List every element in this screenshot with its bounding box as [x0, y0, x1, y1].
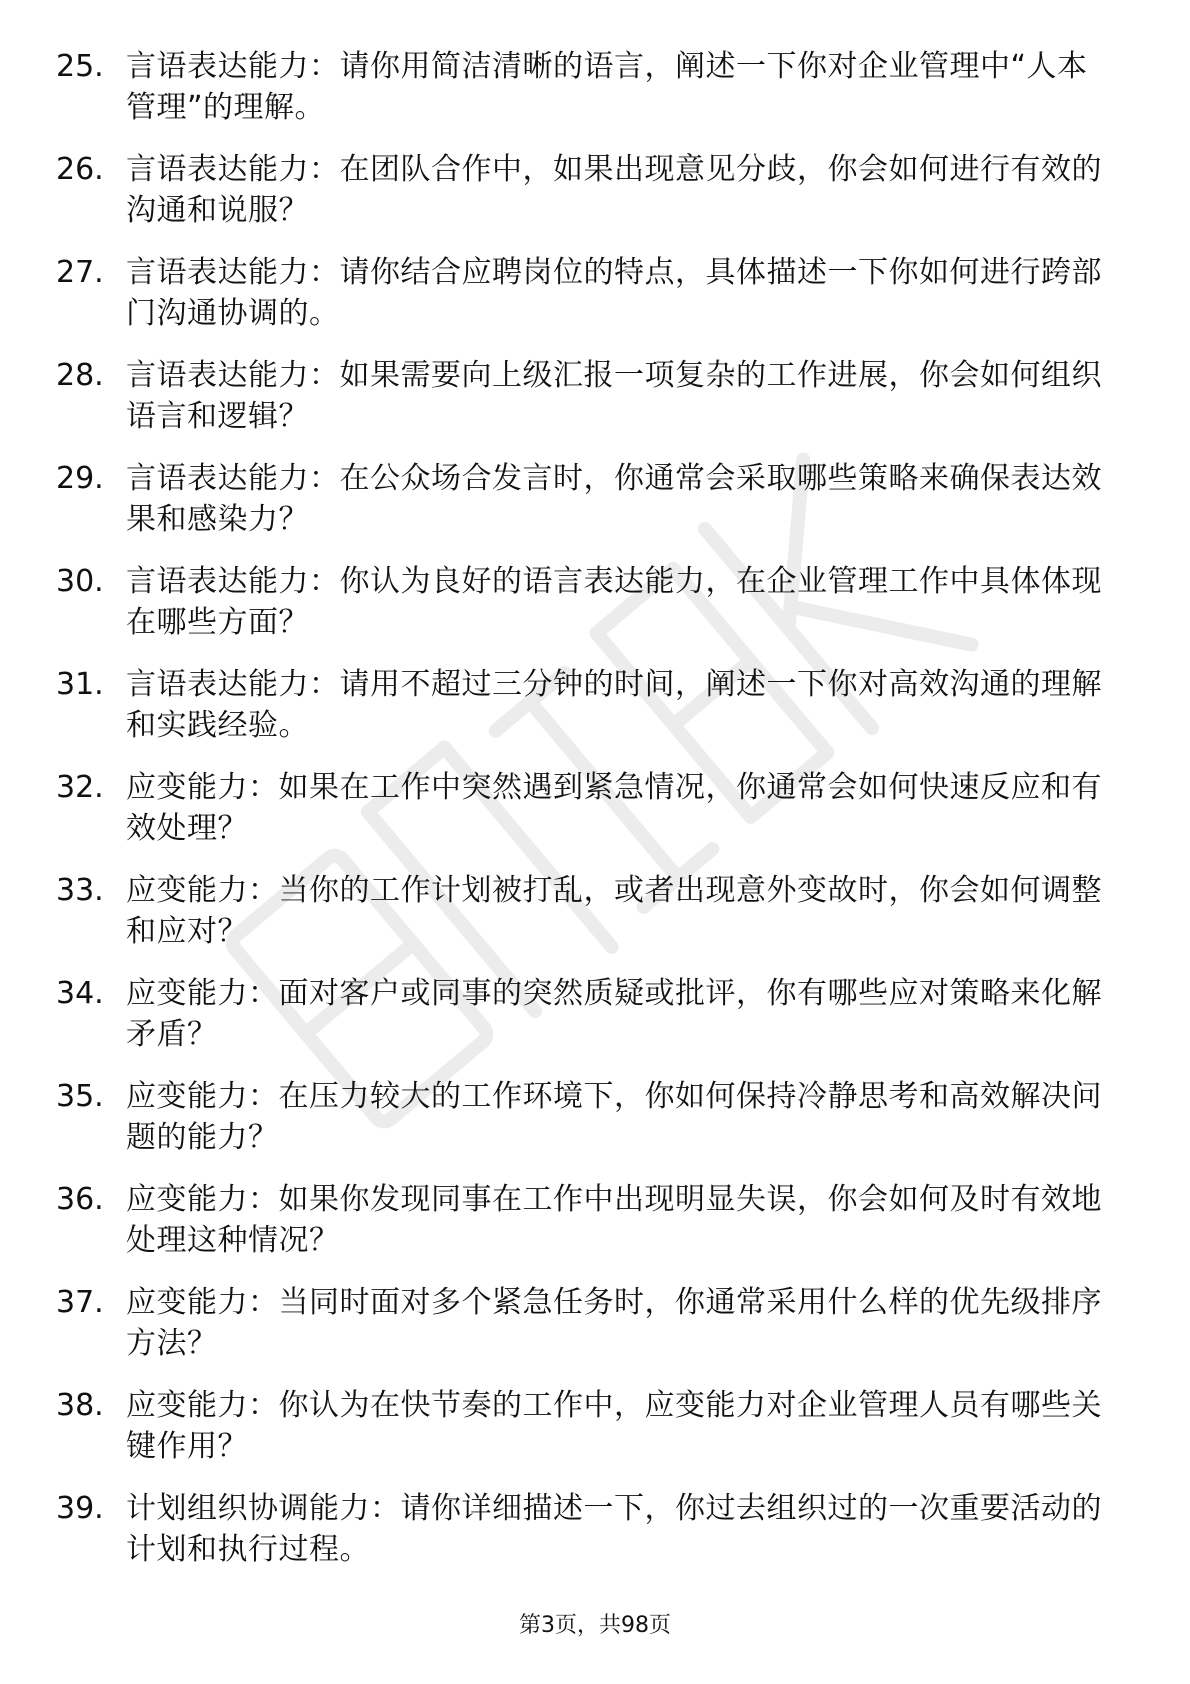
question-text: 言语表达能力：如果需要向上级汇报一项复杂的工作进展，你会如何组织语言和逻辑？: [126, 358, 1102, 434]
question-text: 言语表达能力：在公众场合发言时，你通常会采取哪些策略来确保表达效果和感染力？: [126, 461, 1102, 537]
question-text: 应变能力：如果在工作中突然遇到紧急情况，你通常会如何快速反应和有效处理？: [126, 770, 1102, 846]
question-number: 33.: [56, 873, 104, 908]
question-item: [56, 252, 1116, 355]
question-item: [56, 46, 1116, 149]
question-text: 言语表达能力：你认为良好的语言表达能力，在企业管理工作中具体体现在哪些方面？: [126, 564, 1102, 640]
question-item: [56, 1179, 1116, 1282]
question-text: 言语表达能力：请你结合应聘岗位的特点，具体描述一下你如何进行跨部门沟通协调的。: [126, 255, 1102, 331]
question-number: 25.: [56, 49, 104, 84]
question-text: 应变能力：如果你发现同事在工作中出现明显失误，你会如何及时有效地处理这种情况？: [126, 1182, 1102, 1258]
question-item: [56, 355, 1116, 458]
question-item: [56, 1488, 1116, 1591]
question-text: 应变能力：当你的工作计划被打乱，或者出现意外变故时，你会如何调整和应对？: [126, 873, 1102, 949]
question-item: [56, 1385, 1116, 1488]
question-number: 34.: [56, 976, 104, 1011]
page-number: 第3页，共98页: [519, 1613, 671, 1638]
question-number: 35.: [56, 1079, 104, 1114]
question-item: [56, 973, 1116, 1076]
question-text: 应变能力：当同时面对多个紧急任务时，你通常采用什么样的优先级排序方法？: [126, 1285, 1102, 1361]
question-number: 28.: [56, 358, 104, 393]
question-item: [56, 1282, 1116, 1385]
question-text: 应变能力：面对客户或同事的突然质疑或批评，你有哪些应对策略来化解矛盾？: [126, 976, 1102, 1052]
question-item: [56, 664, 1116, 767]
question-item: [56, 458, 1116, 561]
question-item: [56, 1076, 1116, 1179]
question-number: 26.: [56, 152, 104, 187]
question-number: 30.: [56, 564, 104, 599]
question-item: [56, 767, 1116, 870]
question-number: 27.: [56, 255, 104, 290]
question-number: 37.: [56, 1285, 104, 1320]
question-item: [56, 149, 1116, 252]
question-number: 36.: [56, 1182, 104, 1217]
question-number: 31.: [56, 667, 104, 702]
question-text: 言语表达能力：在团队合作中，如果出现意见分歧，你会如何进行有效的沟通和说服？: [126, 152, 1102, 228]
question-text: 计划组织协调能力：请你详细描述一下，你过去组织过的一次重要活动的计划和执行过程。: [126, 1491, 1102, 1567]
question-text: 应变能力：在压力较大的工作环境下，你如何保持冷静思考和高效解决问题的能力？: [126, 1079, 1102, 1155]
question-item: [56, 870, 1116, 973]
question-text: 言语表达能力：请用不超过三分钟的时间，阐述一下你对高效沟通的理解和实践经验。: [126, 667, 1102, 743]
question-number: 38.: [56, 1388, 104, 1423]
question-number: 29.: [56, 461, 104, 496]
question-number: 32.: [56, 770, 104, 805]
question-number: 39.: [56, 1491, 104, 1526]
question-item: [56, 561, 1116, 664]
question-text: 应变能力：你认为在快节奏的工作中，应变能力对企业管理人员有哪些关键作用？: [126, 1388, 1102, 1464]
question-text: 言语表达能力：请你用简洁清晰的语言，阐述一下你对企业管理中“人本管理”的理解。: [126, 49, 1088, 125]
question-list: [56, 46, 1116, 1591]
